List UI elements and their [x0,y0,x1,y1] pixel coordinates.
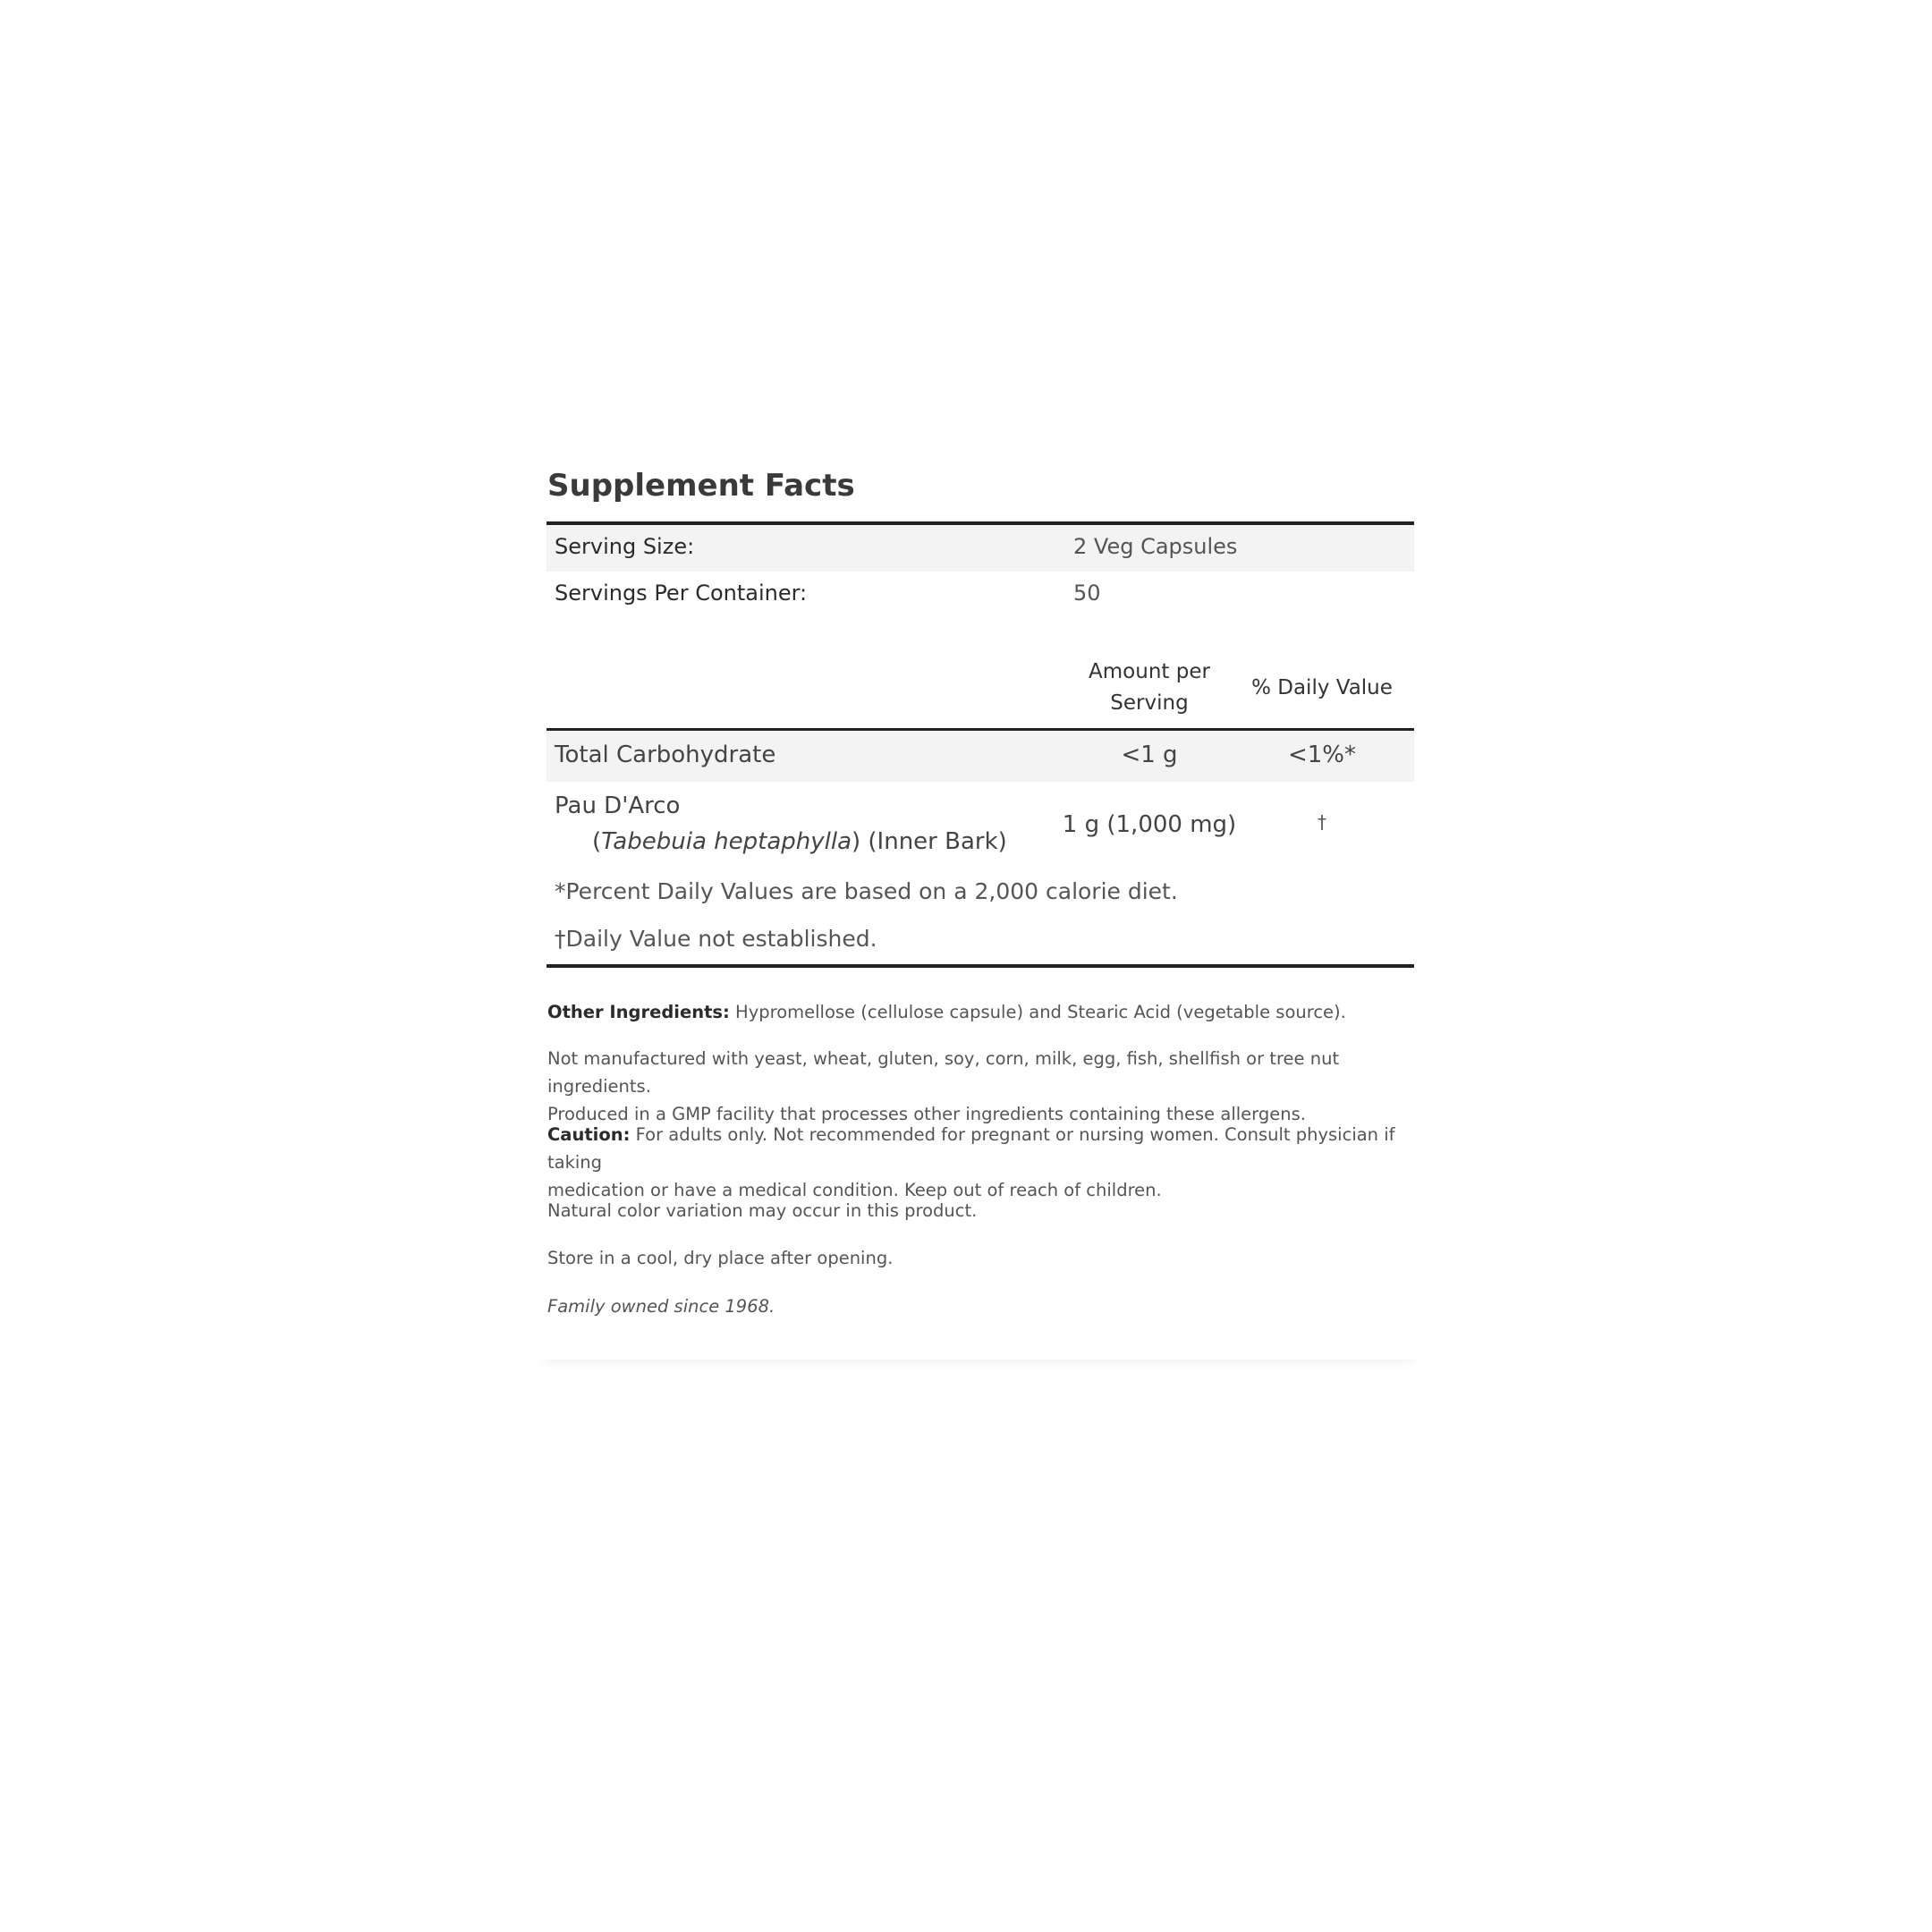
color-variation-note: Natural color variation may occur in this product. [547,1200,978,1221]
serving-size-label: Serving Size: [555,534,695,559]
percent-daily-footnote: *Percent Daily Values are based on a 2,000 calorie diet. [555,878,1178,904]
other-ingredients-label: Other Ingredients: [547,1002,730,1022]
other-ingredients: Other Ingredients: Hypromellose (cellulose capsule) and Stearic Acid (vegetable source). [547,1002,1346,1022]
bottom-divider [547,964,1414,968]
nutrient-daily-value: † [1318,811,1326,833]
allergen-statement: Not manufactured with yeast, wheat, gluten, soy, corn, milk, egg, fish, shellfish or tree nut ingredients. Produced in a GMP facility that processes other ingredients containing these allergens. [547,1048,1340,1124]
nutrient-name: Pau D'Arco [555,792,681,819]
family-owned-note: Family owned since 1968. [547,1296,775,1317]
page-title: Supplement Facts [547,468,855,504]
servings-per-container-value: 50 [1073,580,1101,606]
caution-label: Caution: [547,1124,631,1145]
not-established-footnote: †Daily Value not established. [555,926,877,952]
caution-statement: Caution: For adults only. Not recommended for pregnant or nursing women. Consult physician if taking medication or have a medical condition. Keep out of reach of children. [547,1124,1395,1200]
serving-size-value: 2 Veg Capsules [1073,534,1238,559]
servings-per-container-label: Servings Per Container: [555,580,808,606]
storage-instructions: Store in a cool, dry place after opening. [547,1248,894,1268]
nutrient-subtitle: (Tabebuia heptaphylla) (Inner Bark) [592,828,1007,855]
amount-per-serving-header [1055,657,1243,719]
amount-header-line2: Serving [1110,691,1189,715]
nutrient-amount: <1 g [1121,741,1178,768]
botanical-name: Tabebuia heptaphylla [601,828,852,855]
nutrient-amount: 1 g (1,000 mg) [1062,811,1237,838]
nutrient-daily-value: <1%* [1287,741,1357,768]
amount-header-line1: Amount per [1089,660,1210,683]
nutrient-name: Total Carbohydrate [555,741,776,768]
daily-value-header: % Daily Value [1251,676,1393,699]
